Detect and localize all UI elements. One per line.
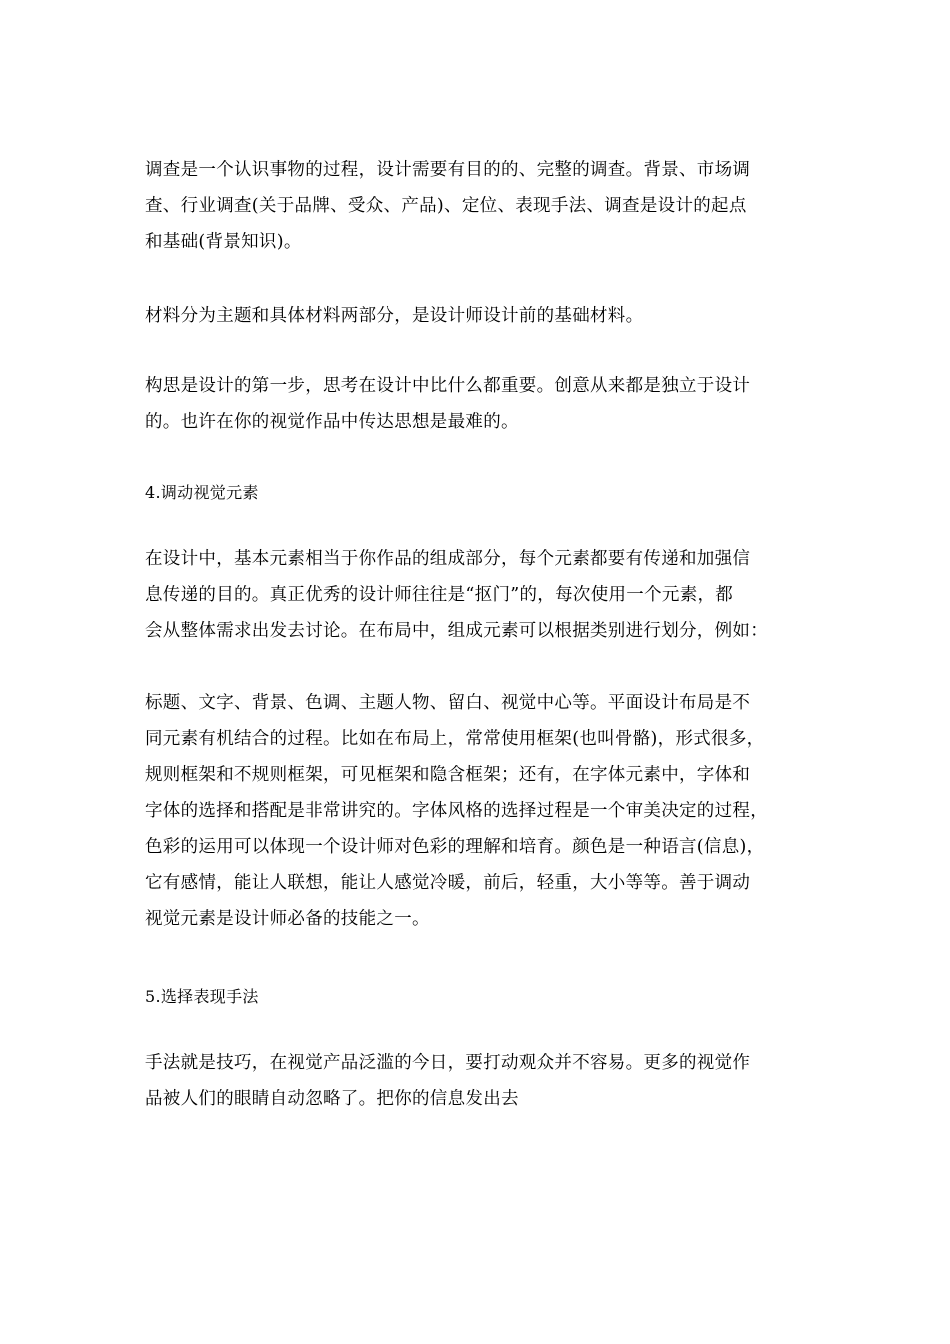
paragraph-line: 调查是一个认识事物的过程，设计需要有目的的、完整的调查。背景、市场调 — [145, 160, 751, 180]
paragraph-line: 构思是设计的第一步，思考在设计中比什么都重要。创意从来都是独立于设计 — [145, 376, 751, 396]
heading-line: 4.调动视觉元素 — [145, 483, 259, 502]
paragraph-line: 在设计中，基本元素相当于你作品的组成部分，每个元素都要有传递和加强信 — [145, 549, 751, 569]
paragraph-line: 品被人们的眼睛自动忽略了。把你的信息发出去 — [145, 1089, 519, 1109]
paragraph-line: 标题、文字、背景、色调、主题人物、留白、视觉中心等。平面设计布局是不 — [145, 693, 751, 713]
paragraph-line: 视觉元素是设计师必备的技能之一。 — [145, 909, 430, 929]
paragraph-line: 息传递的目的。真正优秀的设计师往往是“抠门”的，每次使用一个元素，都 — [145, 585, 734, 605]
paragraph-line: 字体的选择和搭配是非常讲究的。字体风格的选择过程是一个审美决定的过程， — [145, 801, 768, 821]
section-heading-5 — [145, 979, 810, 1015]
paragraph-line: 规则框架和不规则框架，可见框架和隐含框架；还有，在字体元素中，字体和 — [145, 765, 751, 785]
section-heading-4 — [145, 475, 810, 511]
paragraph-line: 材料分为主题和具体材料两部分，是设计师设计前的基础材料。 — [145, 306, 644, 326]
paragraph-line: 色彩的运用可以体现一个设计师对色彩的理解和培育。颜色是一种语言(信息)， — [145, 837, 765, 857]
paragraph-line: 手法就是技巧，在视觉产品泛滥的今日，要打动观众并不容易。更多的视觉作 — [145, 1053, 751, 1073]
paragraph-line: 同元素有机结合的过程。比如在布局上，常常使用框架(也叫骨骼)，形式很多， — [145, 729, 765, 749]
paragraph-research — [145, 152, 810, 260]
paragraph-line: 和基础(背景知识)。 — [145, 232, 302, 252]
paragraph-line: 的。也许在你的视觉作品中传达思想是最难的。 — [145, 412, 519, 432]
paragraph-line: 它有感情，能让人联想，能让人感觉冷暖，前后，轻重，大小等等。善于调动 — [145, 873, 751, 893]
paragraph-visual-elements — [145, 541, 810, 649]
paragraph-line: 会从整体需求出发去讨论。在布局中，组成元素可以根据类别进行划分，例如： — [145, 621, 768, 641]
paragraph-techniques — [145, 1045, 810, 1117]
heading-line: 5.选择表现手法 — [145, 987, 259, 1006]
paragraph-line: 查、行业调查(关于品牌、受众、产品)、定位、表现手法、调查是设计的起点 — [145, 196, 747, 216]
paragraph-layout-elements — [145, 685, 810, 937]
paragraph-materials — [145, 298, 810, 334]
paragraph-concept — [145, 368, 810, 440]
